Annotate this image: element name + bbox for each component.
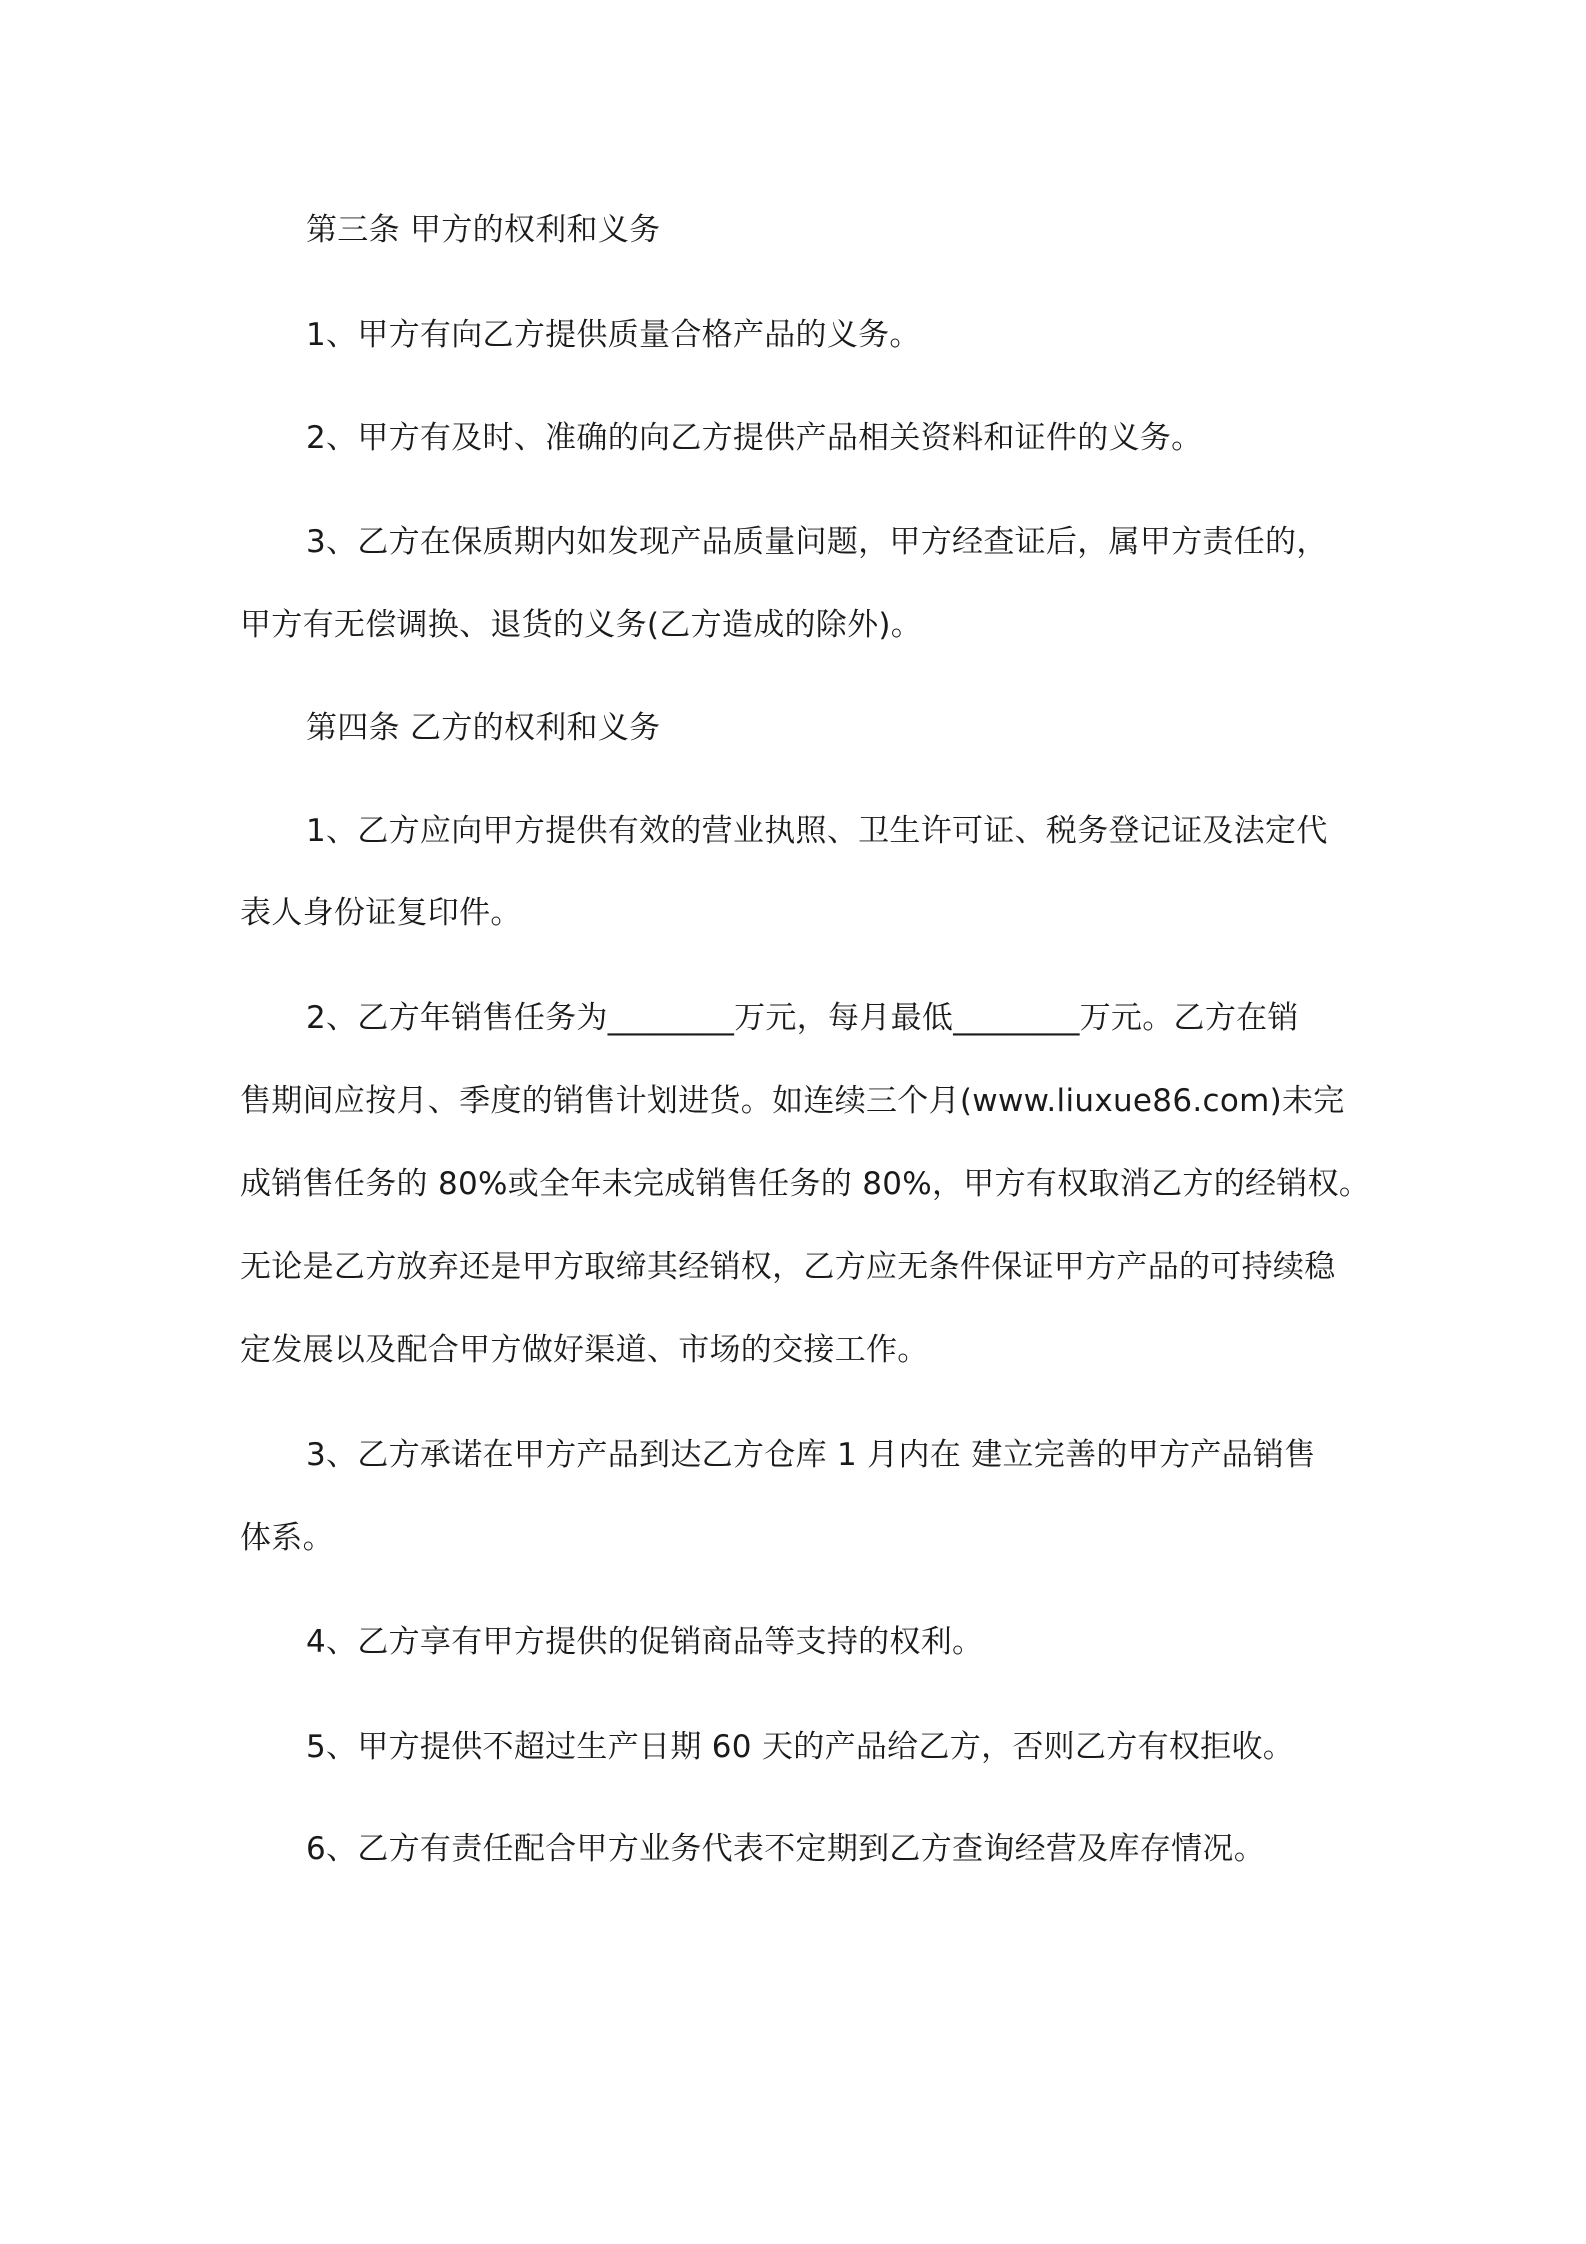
section-4-heading: 第四条 乙方的权利和义务 xyxy=(306,710,661,746)
section-4-item-1-line-1: 1、乙方应向甲方提供有效的营业执照、卫生许可证、税务登记证及法定代 xyxy=(306,813,1328,849)
section-4-item-6: 6、乙方有责任配合甲方业务代表不定期到乙方查询经营及库存情况。 xyxy=(306,1831,1266,1867)
section-4-item-2-line-4: 无论是乙方放弃还是甲方取缔其经销权，乙方应无条件保证甲方产品的可持续稳 xyxy=(240,1249,1336,1285)
section-3-item-2: 2、甲方有及时、准确的向乙方提供产品相关资料和证件的义务。 xyxy=(306,420,1203,456)
section-4-item-1-line-2: 表人身份证复印件。 xyxy=(240,895,522,931)
section-3-item-1: 1、甲方有向乙方提供质量合格产品的义务。 xyxy=(306,317,921,353)
section-4-item-5: 5、甲方提供不超过生产日期 60 天的产品给乙方，否则乙方有权拒收。 xyxy=(306,1729,1295,1765)
section-4-item-2-line-2: 售期间应按月、季度的销售计划进货。如连续三个月(www.liuxue86.com)未完 xyxy=(240,1083,1345,1119)
section-4-item-2-line-3: 成销售任务的 80%或全年未完成销售任务的 80%，甲方有权取消乙方的经销权。 xyxy=(240,1166,1371,1202)
section-4-item-2-line-1: 2、乙方年销售任务为________万元，每月最低________万元。乙方在销 xyxy=(306,1000,1299,1036)
section-4-item-3-line-1: 3、乙方承诺在甲方产品到达乙方仓库 1 月内在 建立完善的甲方产品销售 xyxy=(306,1437,1316,1473)
section-4-item-2-line-5: 定发展以及配合甲方做好渠道、市场的交接工作。 xyxy=(240,1332,929,1368)
section-3-item-3-line-2: 甲方有无偿调换、退货的义务(乙方造成的除外)。 xyxy=(240,607,923,643)
section-3-item-3-line-1: 3、乙方在保质期内如发现产品质量问题，甲方经查证后，属甲方责任的， xyxy=(306,524,1328,560)
section-4-item-4: 4、乙方享有甲方提供的促销商品等支持的权利。 xyxy=(306,1624,984,1660)
section-4-item-3-line-2: 体系。 xyxy=(240,1520,334,1556)
section-3-heading: 第三条 甲方的权利和义务 xyxy=(306,212,661,248)
